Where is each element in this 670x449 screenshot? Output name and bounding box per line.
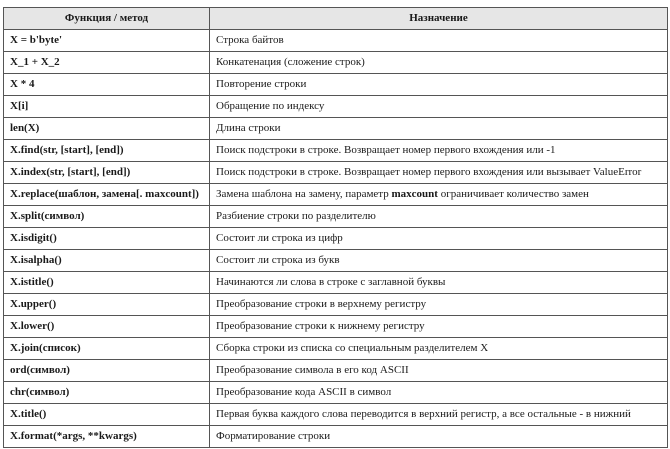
table-row — [4, 250, 668, 272]
description-cell — [210, 118, 668, 140]
description-text: Преобразование строки в верхнему регистру — [216, 298, 427, 310]
description-text: Длина строки — [216, 122, 281, 134]
description-text: Строка байтов — [216, 34, 284, 46]
description-cell — [210, 162, 668, 184]
method-cell: X.split(символ) — [4, 206, 210, 228]
description-cell — [210, 250, 668, 272]
description-cell — [210, 426, 668, 448]
method-cell: X.isdigit() — [4, 228, 210, 250]
description-text: Преобразование строки к нижнему регистру — [216, 320, 425, 332]
method-cell: len(X) — [4, 118, 210, 140]
method-cell: X.format(*args, **kwargs) — [4, 426, 210, 448]
description-cell — [210, 140, 668, 162]
method-cell: X.title() — [4, 404, 210, 426]
method-cell: X.istitle() — [4, 272, 210, 294]
header-row — [4, 8, 668, 30]
method-cell: X.find(str, [start], [end]) — [4, 140, 210, 162]
table-body — [4, 30, 668, 448]
description-text: Первая буква каждого слова переводится в верхний регистр, а все остальные - в нижний — [216, 408, 631, 420]
table-row — [4, 404, 668, 426]
description-text-tail: ограничивает количество замен — [437, 188, 589, 200]
table-header — [4, 8, 668, 30]
method-cell: X.replace(шаблон, замена[. maxcount]) — [4, 184, 210, 206]
description-text: Поиск подстроки в строке. Возвращает номер первого вхождения или вызывает ValueError — [216, 166, 642, 178]
description-text: Конкатенация (сложение строк) — [216, 56, 365, 68]
description-cell — [210, 294, 668, 316]
description-text: Начинаются ли слова в строке с заглавной буквы — [216, 276, 446, 288]
description-cell — [210, 184, 668, 206]
table-row — [4, 184, 668, 206]
method-cell: X.index(str, [start], [end]) — [4, 162, 210, 184]
description-cell — [210, 272, 668, 294]
method-cell: X = b'byte' — [4, 30, 210, 52]
table-row — [4, 140, 668, 162]
description-text: Обращение по индексу — [216, 100, 325, 112]
method-cell: X.lower() — [4, 316, 210, 338]
description-cell — [210, 360, 668, 382]
description-cell — [210, 228, 668, 250]
table-row — [4, 426, 668, 448]
method-cell: X.upper() — [4, 294, 210, 316]
table-row — [4, 316, 668, 338]
method-cell: X.isalpha() — [4, 250, 210, 272]
table-row — [4, 52, 668, 74]
table-row — [4, 162, 668, 184]
description-text: Разбиение строки по разделителю — [216, 210, 376, 222]
description-cell — [210, 404, 668, 426]
method-cell: X_1 + X_2 — [4, 52, 210, 74]
table-row — [4, 206, 668, 228]
description-cell — [210, 382, 668, 404]
description-cell — [210, 338, 668, 360]
description-text: Состоит ли строка из букв — [216, 254, 340, 266]
description-text: Преобразование символа в его код ASCII — [216, 364, 409, 376]
table-row — [4, 382, 668, 404]
table-row — [4, 96, 668, 118]
description-text: Повторение строки — [216, 78, 307, 90]
string-methods-table — [3, 7, 668, 448]
description-text: Замена шаблона на замену, параметр — [216, 188, 392, 200]
description-text: Поиск подстроки в строке. Возвращает номер первого вхождения или -1 — [216, 144, 556, 156]
table-row — [4, 272, 668, 294]
table-row — [4, 294, 668, 316]
description-cell — [210, 96, 668, 118]
description-text: Состоит ли строка из цифр — [216, 232, 343, 244]
description-cell — [210, 316, 668, 338]
method-cell: X[i] — [4, 96, 210, 118]
method-cell: X.join(список) — [4, 338, 210, 360]
description-cell — [210, 52, 668, 74]
description-cell — [210, 206, 668, 228]
description-text: Форматирование строки — [216, 430, 331, 442]
description-text: Преобразование кода ASCII в символ — [216, 386, 392, 398]
table-row — [4, 360, 668, 382]
method-cell: chr(символ) — [4, 382, 210, 404]
header-method: Функция / метод — [4, 8, 210, 30]
table-row — [4, 30, 668, 52]
table-row — [4, 228, 668, 250]
table-row — [4, 338, 668, 360]
description-param: maxcount — [391, 188, 438, 200]
description-cell — [210, 74, 668, 96]
table-row — [4, 74, 668, 96]
table-row — [4, 118, 668, 140]
description-cell — [210, 30, 668, 52]
method-cell: ord(символ) — [4, 360, 210, 382]
method-cell: X * 4 — [4, 74, 210, 96]
description-text: Сборка строки из списка со специальным разделителем X — [216, 342, 489, 354]
header-purpose: Назначение — [210, 8, 668, 30]
